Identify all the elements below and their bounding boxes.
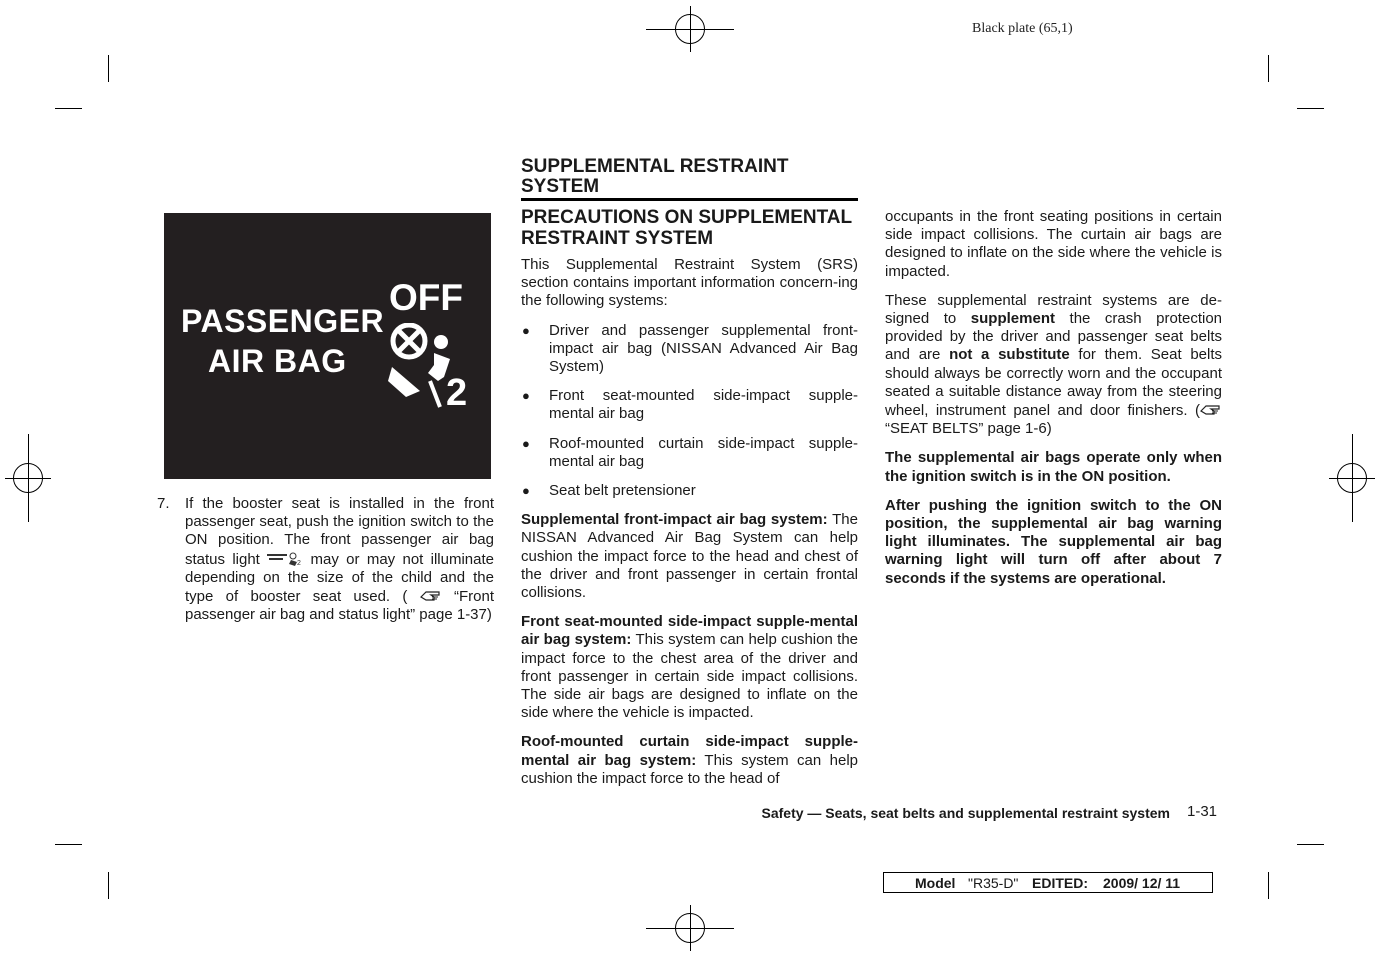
footer-chapter-title: Safety — Seats, seat belts and supplemental restraint system [761,805,1170,821]
item-reference-link[interactable]: “Front passenger air bag and status light” page 1-37) [185,588,494,624]
reference-hand-icon [1200,401,1222,417]
not-substitute-emphasis: not a substitute [949,346,1070,364]
continuation-paragraph: occupants in the front seating positions in certain side impact collisions. The curtain air bags are designed to inflate on the side where the vehicle is impacted. [885,208,1222,280]
item-text: If the booster seat is installed in the front passenger seat, push the ignition switch to the ON position. The front passenger air bag status light [185,495,494,568]
reference-hand-icon [420,587,442,603]
list-item [521,322,858,377]
item-number: 7. [157,495,170,512]
curtain-airbag-heading: Roof-mounted curtain side-impact supple-mental air bag system: [521,733,858,769]
list-item-text: Front seat-mounted side-impact supple-mental air bag [549,387,858,423]
curtain-airbag-text: This system can help cushion the impact force to the head of [521,751,858,787]
plate-label: Black plate (65,1) [972,21,1073,36]
passenger-airbag-status-figure [164,213,491,479]
section-title: SUPPLEMENTAL RESTRAINT SYSTEM [521,156,789,197]
svg-text:2: 2 [446,372,468,409]
list-item [521,387,858,423]
front-airbag-paragraph [521,511,858,602]
bullet-icon: ● [522,322,530,338]
figure-status: OFF [389,277,463,318]
supplement-text-c: for them. Seat belts should always be correctly worn and the occupant seated a suitable distance away from the steering wheel, instrument panel and door finishers. ( [885,346,1222,420]
curtain-airbag-paragraph [521,733,858,788]
supplement-emphasis: supplement [970,310,1055,328]
list-item-text: Roof-mounted curtain side-impact supple-mental air bag [549,434,858,470]
edited-label: EDITED: [1032,875,1088,891]
list-item-text: Seat belt pretensioner [549,482,696,500]
model-label: Model [915,875,956,891]
warning-paragraph-1 [885,449,1222,485]
side-airbag-text: This system can help cushion the impact force to the chest area of the driver and front passenger in certain side impact collisions. The side air bags are designed to inflate on the side where the vehicle is impacted. [521,631,859,722]
seat-belts-reference-link[interactable]: “SEAT BELTS” page 1-6) [885,420,1052,438]
section-rule [521,198,858,201]
list-item [521,482,858,500]
model-value: "R35-D" [968,875,1019,891]
figure-line-1: PASSENGER [181,303,385,339]
figure-line-2: AIR BAG [208,343,347,379]
bullet-icon: ● [522,388,530,404]
warning-text-2: After pushing the ignition switch to the ON position, the supplemental air bag warning light illuminates. The supplemental air bag warning light will turn off after about 7 seconds if the systems are operational. [885,496,1222,587]
airbag-status-light-icon [267,550,303,566]
list-item-text: Driver and passenger supplemental front-impact air bag (NISSAN Advanced Air Bag System) [549,321,858,376]
intro-paragraph: This Supplemental Restraint System (SRS) section contains important information concern-ing the following systems: [521,256,858,310]
middle-column [521,256,858,788]
list-item [521,435,858,471]
model-edit-box [883,872,1213,893]
edited-value: 2009/ 12/ 11 [1103,875,1181,891]
passenger-airbag-off-icon [384,323,479,409]
side-airbag-heading: Front seat-mounted side-impact supple-mental air bag system: [521,613,858,649]
warning-paragraph-2 [885,497,1222,588]
front-airbag-text: The NISSAN Advanced Air Bag System can help cushion the impact force to the head and chest of the driver and front passenger in certain frontal collisions. [521,511,858,602]
front-airbag-heading: Supplemental front-impact air bag system: [521,511,828,529]
item-text-continued: may or may not illuminate depending on the size of the child and the type of booster seat used. ( [185,550,495,606]
bullet-icon: ● [522,483,530,499]
supplement-text-b: the crash protection provided by the driver and passenger seat belts and are [885,310,1223,364]
system-list [521,322,858,501]
svg-text:2: 2 [297,559,302,566]
side-airbag-paragraph [521,613,858,722]
section-subtitle: PRECAUTIONS ON SUPPLEMENTAL RESTRAINT SYSTEM [521,207,852,249]
bullet-icon: ● [522,435,530,451]
page-number: 1-31 [1187,803,1218,820]
supplement-paragraph [885,292,1222,439]
supplement-text-a: These supplemental restraint systems are de-signed to [885,291,1222,328]
warning-text-1: The supplemental air bags operate only when the ignition switch is in the ON position. [885,449,1222,485]
right-column [885,208,1222,588]
